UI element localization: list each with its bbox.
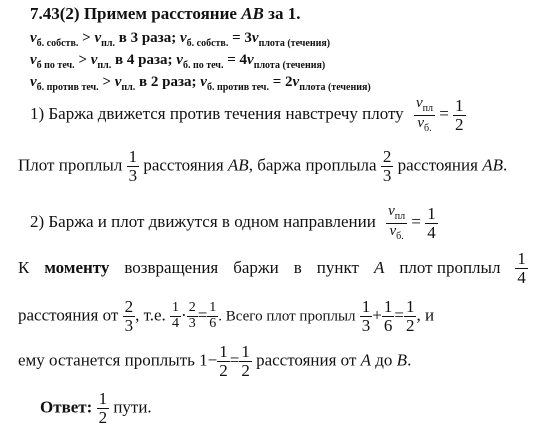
velocity-ratio-fraction: $\frac{v_{пл}}{v_{б.}}$: [415, 95, 433, 134]
answer-line: Ответ: $\frac{1}{2}$ пути.: [40, 389, 152, 427]
answer-label: Ответ:: [40, 397, 93, 417]
fraction: $\frac{1}{2}$: [241, 342, 250, 380]
problem-number: 7.43(2): [30, 4, 80, 23]
case-2-line: 2) Баржа и плот движутся в одном направлении $\frac{v_{пл}}{v_{б.}}$ = $\frac{1}{4}$: [30, 203, 436, 242]
ratio-value-fraction-2: $\frac{1}{4}$: [427, 203, 436, 242]
problem-title: 7.43(2) Примем расстояние AB за 1.: [30, 4, 301, 23]
fraction: $\frac{1}{4}$: [172, 300, 180, 331]
definition-line-3: $v_{б. против теч.} > v_{пл.}$ в 2 раза; $v_{б. против теч.} = 2v_{плота (течения)}$: [30, 74, 371, 93]
definition-line-1: $v_{б. собств.} > v_{пл.}$ в 3 раза; $v_{б. собств.} = 3v_{плота (течения)}$: [30, 30, 331, 49]
fraction: $\frac{1}{2}$: [405, 297, 415, 335]
fraction-two-thirds: $\frac{2}{3}$: [382, 147, 392, 185]
fraction: $\frac{2}{3}$: [188, 300, 196, 331]
fraction-one-third: $\frac{1}{3}$: [128, 147, 138, 185]
raft-barge-distance-line: Плот проплыл $\frac{1}{3}$ расстояния AB, баржа проплыла $\frac{2}{3}$ расстояния AB.: [18, 147, 508, 185]
ratio-value-fraction: $\frac{1}{2}$: [455, 95, 464, 134]
fraction-one-quarter: $\frac{1}{4}$: [517, 249, 526, 287]
fraction: $\frac{1}{3}$: [361, 297, 371, 335]
fraction: $\frac{1}{6}$: [209, 300, 217, 331]
answer-fraction: $\frac{1}{2}$: [98, 389, 108, 427]
velocity-ratio-fraction-2: $\frac{v_{пл}}{v_{б.}}$: [388, 203, 406, 242]
case-1-line: 1) Баржа движется против течения навстречу плоту $\frac{v_{пл}}{v_{б.}}$ = $\frac{1}{2}$: [30, 95, 464, 134]
fraction: $\frac{1}{6}$: [383, 297, 393, 335]
paragraph-line-1: К моменту возвращения баржи в пункт A плот проплыл $\frac{1}{4}$: [18, 249, 526, 287]
paragraph-line-2: расстояния от $\frac{2}{3}$ , т.е. $\frac{1}{4}$ · $\frac{2}{3}$ = $\frac{1}{6}$ . Всего плот проплыл $\frac{1}{3}$ + $\frac{1}{6}$ = $\frac{1}{2}$ , и: [18, 297, 435, 335]
paragraph-line-3: ему останется проплыть 1− $\frac{1}{2}$ = $\frac{1}{2}$ расстояния от A до B.: [18, 342, 412, 380]
fraction: $\frac{2}{3}$: [124, 297, 134, 335]
definition-line-2: $v_{б по теч.} > v_{пл.}$ в 4 раза; $v_{б. по теч.} = 4v_{плота (течения)}$: [30, 52, 326, 71]
fraction: $\frac{1}{2}$: [219, 342, 228, 380]
